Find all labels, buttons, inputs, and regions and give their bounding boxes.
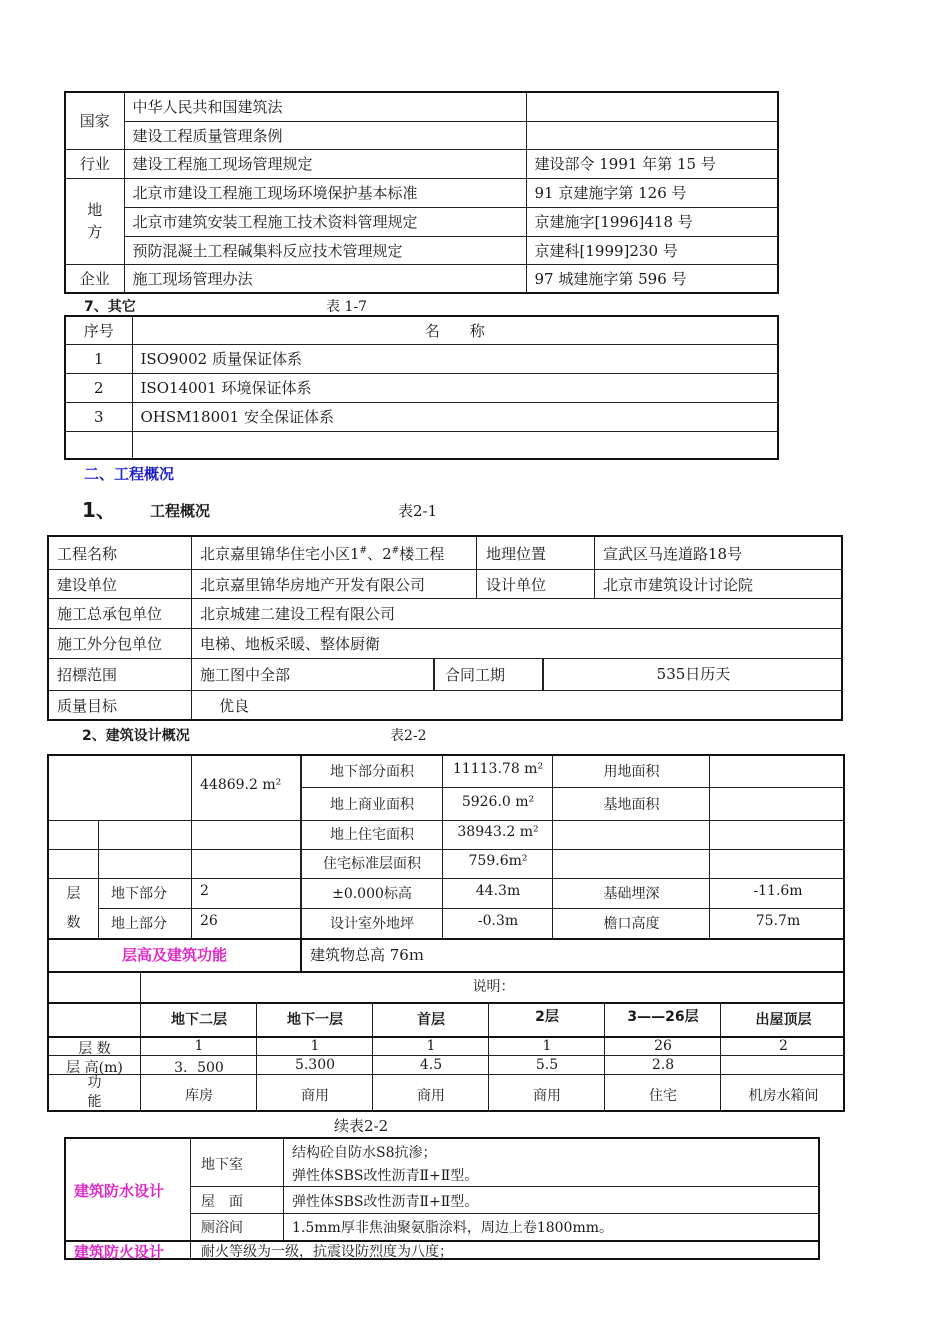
law-name: 建设工程质量管理条例 xyxy=(124,121,526,149)
level-enterprise: 企业 xyxy=(65,264,124,293)
roof: 弹性体SBS改性沥青Ⅱ+Ⅱ型。 xyxy=(292,1194,479,1210)
sub: 电梯、地板采暖、整体厨衛 xyxy=(200,635,381,653)
row-no: 1 xyxy=(65,344,132,373)
height-label: 层 高(m) xyxy=(66,1060,123,1076)
floor-height: 3．500 xyxy=(174,1060,224,1076)
floors-label xyxy=(49,880,98,938)
floor-header: 2层 xyxy=(535,1009,559,1025)
level-local-char1: 地 xyxy=(87,201,103,219)
bid-label: 招標范围 xyxy=(57,666,118,684)
row-no-empty xyxy=(65,431,132,459)
floor-height: 5.300 xyxy=(294,1057,336,1073)
law-code: 91 京建施字第 126 号 xyxy=(526,178,778,207)
sub1-number: 1、 xyxy=(82,498,116,522)
basement-area: 11113.78 m² xyxy=(452,761,544,777)
cont-title: 续表2-2 xyxy=(334,1117,389,1135)
floors-char1: 层 xyxy=(66,886,81,902)
basement-area-label: 地下部分面积 xyxy=(330,764,414,780)
row-no: 3 xyxy=(65,402,132,431)
outdoor-label: 设计室外地坪 xyxy=(330,916,414,932)
row-name: ISO9002 质量保证体系 xyxy=(132,344,778,373)
fire-label: 建筑防火设计 xyxy=(74,1243,165,1261)
floor-height: 4.5 xyxy=(419,1057,443,1073)
below-label: 地下部分 xyxy=(111,886,167,902)
location-label: 地理位置 xyxy=(486,545,547,563)
law-name: 预防混凝土工程碱集料反应技术管理规定 xyxy=(124,236,526,264)
sub1-title: 工程概况 xyxy=(150,502,211,520)
floor-function: 商用 xyxy=(533,1088,561,1104)
floor-count: 1 xyxy=(426,1038,436,1054)
floor-header: 出屋顶层 xyxy=(755,1012,812,1028)
total-height: 建筑物总高 76ｍ xyxy=(310,946,424,964)
row-name: ISO14001 环境保证体系 xyxy=(132,373,778,402)
below-count: 2 xyxy=(200,883,209,899)
sub-label: 施工外分包单位 xyxy=(57,635,163,653)
func-label-char2: 能 xyxy=(87,1094,102,1110)
count-label: 层 数 xyxy=(78,1041,111,1057)
cont-table xyxy=(64,1137,820,1260)
location: 宣武区马连道路18号 xyxy=(603,545,743,563)
project-name-label: 工程名称 xyxy=(57,545,118,563)
floor-header: 3——26层 xyxy=(627,1009,699,1025)
overview-table xyxy=(47,535,843,721)
project-name: 北京嘉里锦华住宅小区1#、2#楼工程 xyxy=(200,545,445,563)
design-title: 2、建筑设计概况 xyxy=(82,728,190,744)
floor-height: 2.8 xyxy=(651,1057,675,1073)
floor-function: 住宅 xyxy=(649,1088,677,1104)
law-code: 京建科[1999]230 号 xyxy=(526,236,778,264)
floor-count: 1 xyxy=(310,1038,320,1054)
section7-table-no: 表 1-7 xyxy=(326,299,367,315)
section2-title: 二、工程概况 xyxy=(84,465,175,483)
law-name: 施工现场管理办法 xyxy=(124,264,526,293)
level-local xyxy=(65,178,124,264)
residential-area-label: 地上住宅面积 xyxy=(330,827,414,843)
level-national: 国家 xyxy=(65,92,124,149)
outdoor: -0.3m xyxy=(477,913,519,929)
row-name-empty xyxy=(132,431,778,459)
period-label: 合同工期 xyxy=(445,666,506,684)
basement-label: 地下室 xyxy=(201,1157,243,1173)
level-industry: 行业 xyxy=(65,149,124,178)
other-table xyxy=(64,315,779,460)
row-name: OHSM18001 安全保证体系 xyxy=(132,402,778,431)
law-code xyxy=(526,92,778,121)
floors-char2: 数 xyxy=(66,915,81,931)
level-local-char2: 方 xyxy=(87,223,103,241)
above-count: 26 xyxy=(200,913,218,929)
typical-area: 759.6m² xyxy=(468,853,528,869)
floor-count: 1 xyxy=(194,1038,204,1054)
zero-level: 44.3m xyxy=(475,883,521,899)
land-area-label: 用地面积 xyxy=(603,764,660,780)
note: 说明： xyxy=(472,979,515,995)
law-code: 建设部令 1991 年第 15 号 xyxy=(526,149,778,178)
commercial-area-label: 地上商业面积 xyxy=(330,797,414,813)
quality-label: 质量目标 xyxy=(57,697,118,715)
builder-label: 建设单位 xyxy=(57,576,118,594)
typical-area-label: 住宅标准层面积 xyxy=(323,856,421,872)
basement-line1: 结构砼自防水S8抗渗； xyxy=(292,1145,437,1161)
law-code xyxy=(526,121,778,149)
foundation-label: 基础埋深 xyxy=(603,886,660,902)
header-no: 序号 xyxy=(65,316,132,344)
waterproof-label: 建筑防水设计 xyxy=(74,1182,165,1200)
floor-count: 26 xyxy=(654,1038,672,1054)
header-name: 名 称 xyxy=(132,316,778,344)
above-label: 地上部分 xyxy=(111,916,167,932)
floor-count: 1 xyxy=(542,1038,552,1054)
law-name: 北京市建设工程施工现场环境保护基本标准 xyxy=(124,178,526,207)
eave: 75.7m xyxy=(755,913,801,929)
laws-table xyxy=(64,91,779,294)
fire: 耐火等级为一级，抗震设防烈度为八度； xyxy=(201,1244,453,1260)
period: 535日历天 xyxy=(656,665,731,683)
law-name: 建设工程施工现场管理规定 xyxy=(124,149,526,178)
function-title: 层高及建筑功能 xyxy=(121,946,227,964)
floor-function: 商用 xyxy=(417,1088,445,1104)
designer-label: 设计单位 xyxy=(486,576,547,594)
basement-line2: 弹性体SBS改性沥青Ⅱ+Ⅱ型。 xyxy=(292,1168,479,1184)
bath: 1.5mm厚非焦油聚氨脂涂料，周边上卷1800mm。 xyxy=(292,1220,613,1236)
design-table-no: 表2-2 xyxy=(390,728,427,744)
sub1-table-no: 表2-1 xyxy=(398,502,438,520)
floor-header: 首层 xyxy=(417,1012,445,1028)
total-area: 44869.2 m² xyxy=(200,777,282,793)
floor-function: 商用 xyxy=(301,1088,329,1104)
bath-label: 厕浴间 xyxy=(201,1220,243,1236)
floor-height: 5.5 xyxy=(535,1057,559,1073)
roof-label: 屋 面 xyxy=(201,1194,243,1210)
law-code: 京建施字[1996]418 号 xyxy=(526,207,778,236)
builder: 北京嘉里锦华房地产开发有限公司 xyxy=(200,576,426,594)
law-name: 北京市建筑安装工程施工技术资料管理规定 xyxy=(124,207,526,236)
residential-area: 38943.2 m² xyxy=(457,824,539,840)
func-label-char1: 功 xyxy=(87,1075,102,1091)
foundation: -11.6m xyxy=(753,883,803,899)
floor-function: 机房水箱间 xyxy=(748,1088,819,1104)
floor-function: 库房 xyxy=(185,1088,213,1104)
eave-label: 檐口高度 xyxy=(603,916,660,932)
floor-header: 地下二层 xyxy=(171,1012,227,1028)
law-name: 中华人民共和国建筑法 xyxy=(124,92,526,121)
general-label: 施工总承包单位 xyxy=(57,605,163,623)
func-label xyxy=(49,1074,140,1112)
row-no: 2 xyxy=(65,373,132,402)
floor-count: 2 xyxy=(779,1038,788,1054)
law-code: 97 城建施字第 596 号 xyxy=(526,264,778,293)
zero-level-label: ±0.000标高 xyxy=(332,886,412,902)
commercial-area: 5926.0 m² xyxy=(461,794,535,810)
bid: 施工图中全部 xyxy=(200,666,291,684)
base-area-label: 基地面积 xyxy=(603,797,660,813)
quality: 优良 xyxy=(219,697,250,715)
designer: 北京市建筑设计讨论院 xyxy=(603,576,754,594)
floor-header: 地下一层 xyxy=(287,1012,343,1028)
general: 北京城建二建设工程有限公司 xyxy=(200,605,396,623)
section7-title: 7、其它 xyxy=(84,299,136,315)
design-table xyxy=(47,754,845,1112)
